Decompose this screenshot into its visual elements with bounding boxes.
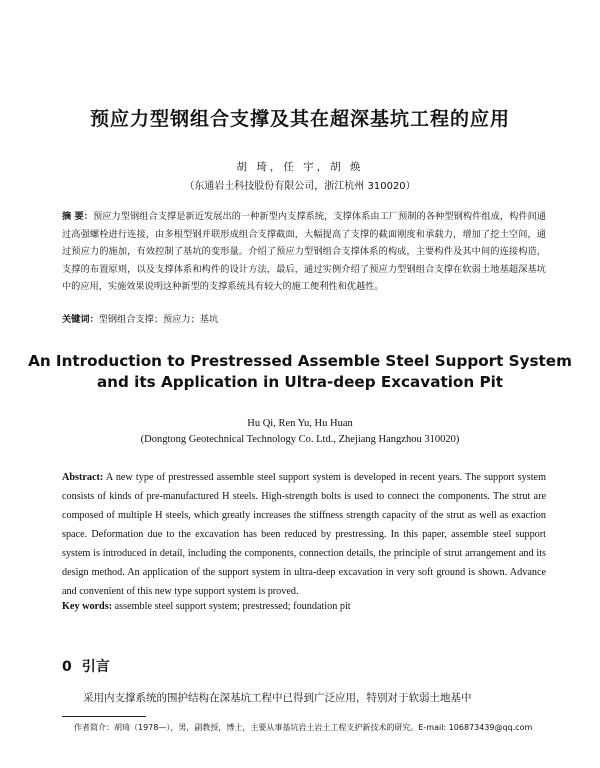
paper-title-english-line-2: and its Application in Ultra-deep Excavation Pit bbox=[96, 373, 504, 391]
section-title: 引言 bbox=[81, 659, 110, 675]
abstract-english-label: Abstract: bbox=[62, 472, 104, 483]
affiliation-chinese: （东通岩土科技股份有限公司，浙江杭州 310020） bbox=[184, 181, 416, 192]
author-footnote: 作者简介：胡琦（1978—），男，副教授，博士，主要从事基坑岩土岩土工程支护新技术的研究。E-mail: 106873439@qq.com bbox=[74, 723, 533, 732]
paper-title-english bbox=[0, 351, 600, 393]
abstract-english-text: A new type of prestressed assemble steel support system is developed in recent years. The support system consists of kinds of pre-manufactured H steels. High-strength bolts is used to connect the components. The strut are composed of multiple H steels, which greatly increases the stiffness strength capacity of the strut as well as exaction space. Deformation due to the excavation has been reduced by prestressing. In this paper, assemble steel support system is introduced in detail, including the components, connection details, the principle of strut arrangement and its design method. An application of the support system in ultra-deep excavation in very soft ground is shown. Advance and convenient of this new type support system is proved. bbox=[62, 472, 546, 597]
author-list-english: Hu Qi, Ren Yu, Hu Huan bbox=[247, 418, 353, 429]
section-number: 0 bbox=[62, 659, 72, 675]
author-list-chinese: 胡 琦，任 宇，胡 焕 bbox=[236, 161, 364, 173]
keywords-english-text: assemble steel support system; prestressed; foundation pit bbox=[112, 601, 351, 612]
abstract-chinese bbox=[62, 208, 546, 296]
keywords-chinese bbox=[62, 312, 546, 327]
abstract-chinese-label: 摘 要： bbox=[62, 211, 93, 222]
keywords-english bbox=[62, 600, 546, 614]
abstract-english bbox=[62, 468, 546, 601]
keywords-chinese-text: 型钢组合支撑；预应力；基坑 bbox=[98, 314, 219, 325]
paper-title-english-line-1: An Introduction to Prestressed Assemble Steel Support System bbox=[28, 352, 572, 370]
section-heading-introduction bbox=[62, 656, 110, 676]
affiliation-english: (Dongtong Geotechnical Technology Co. Ltd., Zhejiang Hangzhou 310020) bbox=[140, 434, 460, 445]
footnote-divider bbox=[62, 716, 146, 717]
keywords-english-label: Key words: bbox=[62, 601, 113, 612]
paper-title-chinese: 预应力型钢组合支撑及其在超深基坑工程的应用 bbox=[89, 108, 510, 130]
keywords-chinese-label: 关键词： bbox=[62, 314, 99, 325]
introduction-paragraph: 采用内支撑系统的围护结构在深基坑工程中已得到广泛应用，特别对于软弱土地基中 bbox=[83, 692, 472, 704]
abstract-chinese-text: 预应力型钢组合支撑是新近发展出的一种新型内支撑系统，支撑体系由工厂预制的各种型钢构件组成，构件间通过高强螺栓进行连接，由多根型钢并联形成组合支撑截面，大幅提高了支撑的截面刚度和承载力，增加了挖土空间，通过预应力的施加，有效控制了基坑的变形量。介绍了预应力型钢组合支撑体系的构成，主要构件及其中间的连接构造，支撑的布置原则，以及支撑体系和构件的设计方法，最后，通过实例介绍了预应力型钢组合支撑在软弱土地基超深基坑中的应用，实施效果说明这种新型的支撑系统具有较大的施工便利性和优越性。 bbox=[62, 211, 546, 292]
